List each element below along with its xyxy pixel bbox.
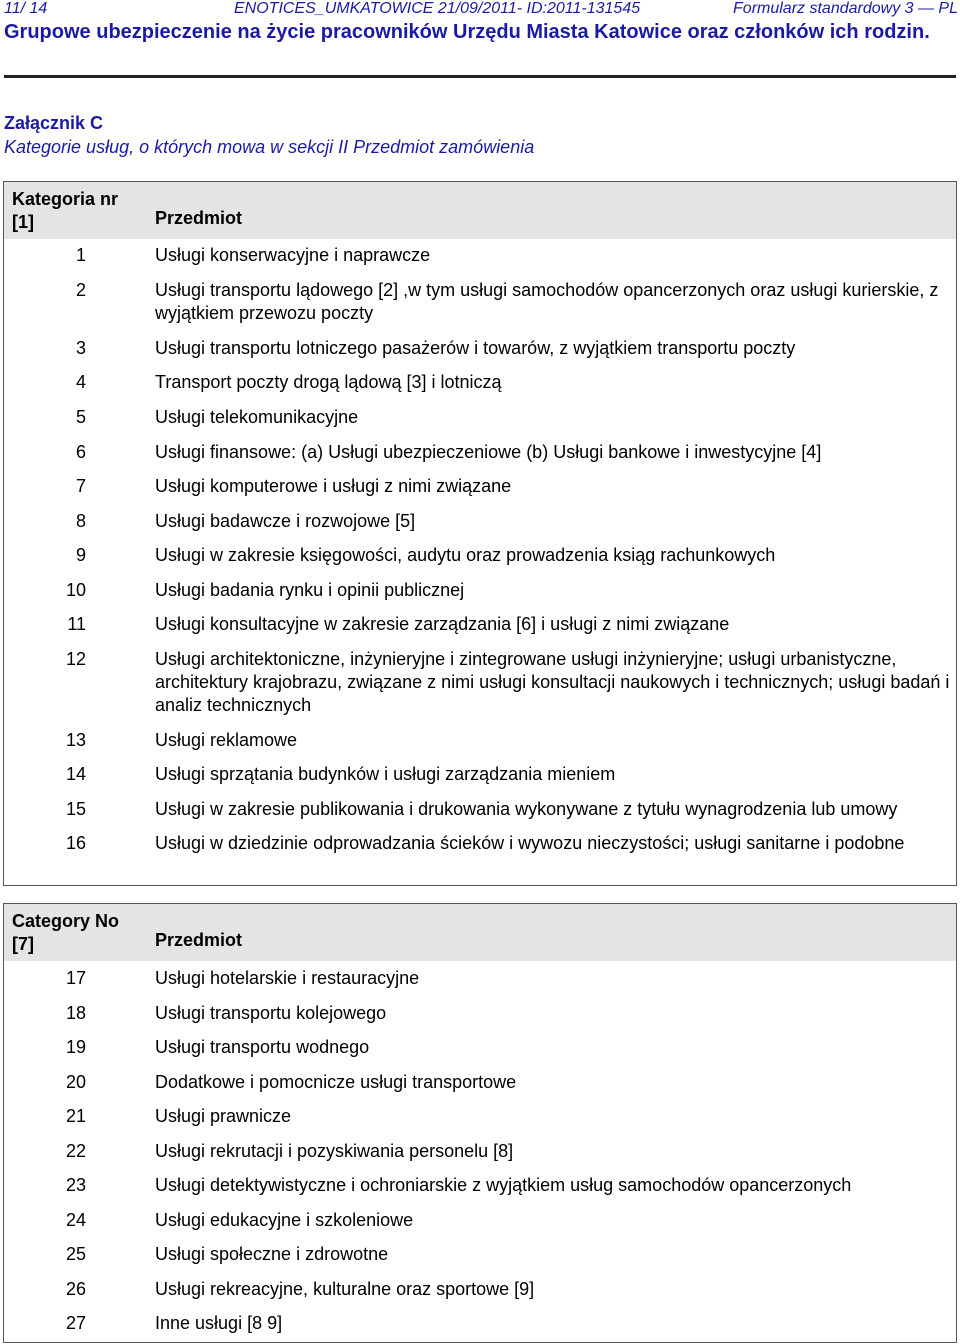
- row-text: Usługi transportu lotniczego pasażerów i towarów, z wyjątkiem transportu poczty: [155, 338, 796, 358]
- column-header-category: Category No [7]: [12, 911, 120, 954]
- row-text: Usługi finansowe: (a) Usługi ubezpieczeniowe (b) Usługi bankowe i inwestycyjne [4]: [155, 442, 822, 462]
- row-text: Usługi detektywistyczne i ochroniarskie z wyjątkiem usług samochodów opancerzonych: [155, 1175, 852, 1195]
- row-text: Usługi komputerowe i usługi z nimi związane: [155, 476, 512, 496]
- row-text: Inne usługi [8 9]: [155, 1313, 283, 1333]
- page-header: [4, 0, 958, 18]
- row-number: 15: [65, 799, 86, 819]
- row-text: Usługi telekomunikacyjne: [155, 407, 359, 427]
- row-number: 10: [65, 580, 86, 600]
- row-number: 23: [65, 1175, 86, 1195]
- row-number: 16: [65, 833, 86, 853]
- row-text: Usługi rekreacyjne, kulturalne oraz sportowe [9]: [155, 1279, 535, 1299]
- row-number: 4: [75, 372, 86, 392]
- row-text: Usługi architektoniczne, inżynieryjne i zintegrowane usługi inżynieryjne; usługi urbanistyczne, architektury krajobrazu, związane z nimi usługi konsultacji naukowych i technicznych; usługi badań i analiz technicznych: [155, 649, 950, 715]
- row-text: Usługi sprzątania budynków i usługi zarządzania mieniem: [155, 764, 616, 784]
- row-number: 8: [75, 511, 86, 531]
- row-text: Dodatkowe i pomocnicze usługi transportowe: [155, 1072, 517, 1092]
- row-number: 18: [65, 1003, 86, 1023]
- row-number: 13: [65, 730, 86, 750]
- category-table-2: [3, 903, 957, 1343]
- row-number: 9: [75, 545, 86, 565]
- row-number: 11: [67, 614, 86, 634]
- row-text: Transport poczty drogą lądową [3] i lotniczą: [155, 372, 502, 392]
- row-number: 21: [65, 1106, 86, 1126]
- annex-title: Załącznik C: [4, 113, 104, 133]
- category-table-1: [3, 181, 957, 886]
- row-text: Usługi społeczne i zdrowotne: [155, 1244, 389, 1264]
- column-header-subject: Przedmiot: [155, 930, 243, 950]
- row-number: 26: [65, 1279, 86, 1299]
- row-number: 12: [65, 649, 86, 669]
- row-number: 24: [65, 1210, 86, 1230]
- row-number: 27: [65, 1313, 86, 1333]
- row-text: Usługi hotelarskie i restauracyjne: [155, 968, 420, 988]
- form-type: Formularz standardowy 3 — PL: [733, 0, 958, 17]
- row-text: Usługi reklamowe: [155, 730, 298, 750]
- row-text: Usługi rekrutacji i pozyskiwania personelu [8]: [155, 1141, 514, 1161]
- row-text: Usługi w zakresie publikowania i drukowania wykonywane z tytułu wynagrodzenia lub umowy: [155, 799, 898, 819]
- row-text: Usługi badawcze i rozwojowe [5]: [155, 511, 416, 531]
- row-number: 17: [65, 968, 86, 988]
- row-text: Usługi konsultacyjne w zakresie zarządzania [6] i usługi z nimi związane: [155, 614, 730, 634]
- document-title: Grupowe ubezpieczenie na życie pracowników Urzędu Miasta Katowice oraz członków ich rodzin.: [4, 21, 930, 43]
- row-text: Usługi edukacyjne i szkoleniowe: [155, 1210, 414, 1230]
- row-number: 3: [75, 338, 86, 358]
- column-header-subject: Przedmiot: [155, 208, 243, 228]
- row-number: 6: [75, 442, 86, 462]
- row-number: 22: [65, 1141, 86, 1161]
- row-number: 14: [65, 764, 86, 784]
- row-text: Usługi w zakresie księgowości, audytu oraz prowadzenia ksiąg rachunkowych: [155, 545, 776, 565]
- row-text: Usługi konserwacyjne i naprawcze: [155, 245, 431, 265]
- row-text: Usługi w dziedzinie odprowadzania ścieków i wywozu nieczystości; usługi sanitarne i podobne: [155, 833, 905, 853]
- row-number: 7: [75, 476, 86, 496]
- row-number: 5: [75, 407, 86, 427]
- row-text: Usługi transportu wodnego: [155, 1037, 370, 1057]
- table-header: [4, 904, 956, 961]
- header-divider: [4, 75, 956, 78]
- row-number: 25: [65, 1244, 86, 1264]
- row-text: Usługi transportu lądowego [2] ,w tym usługi samochodów opancerzonych oraz usługi kurierskie, z wyjątkiem przewozu poczty: [155, 280, 939, 323]
- annex-subtitle: Kategorie usług, o których mowa w sekcji II Przedmiot zamówienia: [4, 137, 535, 157]
- row-text: Usługi badania rynku i opinii publicznej: [155, 580, 465, 600]
- row-text: Usługi prawnicze: [155, 1106, 292, 1126]
- row-text: Usługi transportu kolejowego: [155, 1003, 387, 1023]
- row-number: 2: [75, 280, 86, 300]
- row-number: 19: [65, 1037, 86, 1057]
- notice-id: ENOTICES_UMKATOWICE 21/09/2011- ID:2011-131545: [234, 0, 641, 17]
- column-header-category: Kategoria nr [1]: [12, 189, 119, 232]
- row-number: 1: [75, 245, 86, 265]
- page-number: 11/ 14: [4, 0, 48, 17]
- table-header: [4, 182, 956, 239]
- row-number: 20: [65, 1072, 86, 1092]
